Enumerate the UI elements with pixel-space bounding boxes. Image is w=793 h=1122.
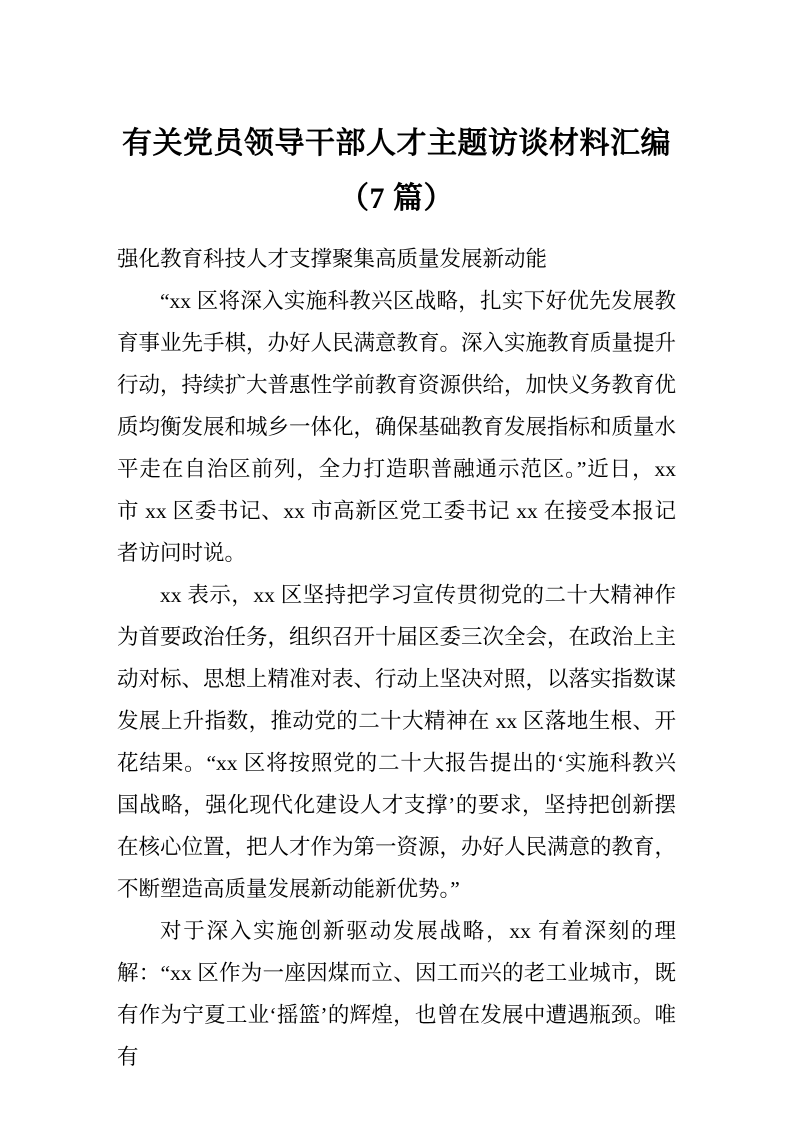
paragraph-subheading: 强化教育科技人才支撑聚集高质量发展新动能 (117, 247, 548, 271)
document-body (117, 238, 676, 1078)
paragraph: “xx 区将深入实施科教兴区战略，扎实下好优先发展教育事业先手棋，办好人民满意教育。深入实施教育质量提升行动，持续扩大普惠性学前教育资源供给，加快义务教育优质均衡发展和城乡一体化，确保基础教育发展指标和质量水平走在自治区前列，全力打造职普融通示范区。”近日，xx 市 xx 区委书记、xx 市高新区党工委书记 xx 在接受本报记者访问时说。 (117, 289, 677, 565)
document-title (117, 116, 676, 226)
document-content (0, 116, 793, 1122)
paragraph: xx 表示，xx 区坚持把学习宣传贯彻党的二十大精神作为首要政治任务，组织召开十届区委三次全会，在政治上主动对标、思想上精准对表、行动上坚决对照，以落实指数谋发展上升指数，推动党的二十大精神在 xx 区落地生根、开花结果。“xx 区将按照党的二十大报告提出的‘实施科教兴国战略，强化现代化建设人才支撑’的要求，坚持把创新摆在核心位置，把人才作为第一资源，办好人民满意的教育，不断塑造高质量发展新动能新优势。” (117, 583, 677, 901)
document-title-line-1: 有关党员领导干部人才主题访谈材料汇编 (122, 127, 671, 160)
document-title-line-2: （7 篇） (339, 182, 454, 215)
paragraph: 对于深入实施创新驱动发展战略，xx 有着深刻的理解：“xx 区作为一座因煤而立、因工而兴的老工业城市，既有作为宁夏工业‘摇篮’的辉煌，也曾在发展中遭遇瓶颈。唯有 (117, 919, 676, 1069)
